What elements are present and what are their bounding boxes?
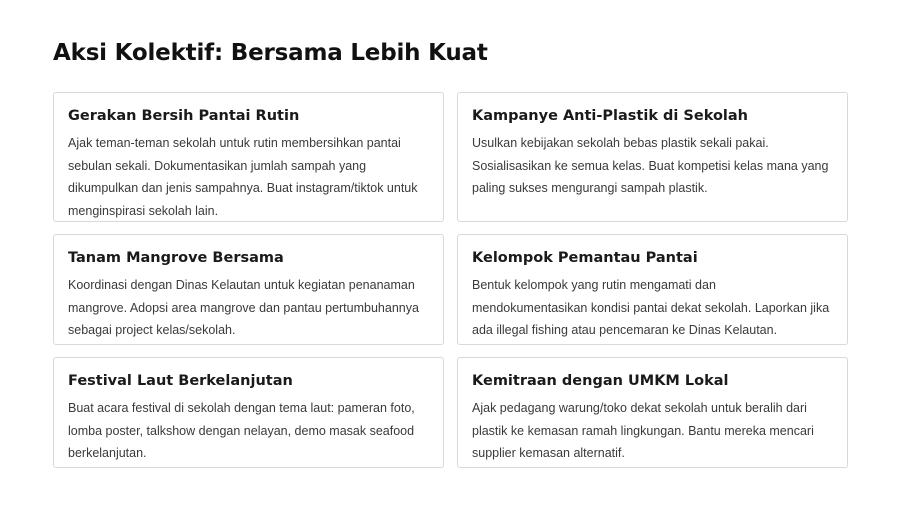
card-description: Usulkan kebijakan sekolah bebas plastik sekali pakai. Sosialisasikan ke semua kelas. Buat kompetisi kelas mana yang paling sukses mengurangi sampah plastik. xyxy=(472,136,829,195)
card-title: Festival Laut Berkelanjutan xyxy=(68,373,293,389)
card-beach-monitoring xyxy=(457,234,848,345)
card-anti-plastic-campaign xyxy=(457,92,848,222)
card-description: Ajak teman-teman sekolah untuk rutin membersihkan pantai sebulan sekali. Dokumentasikan jumlah sampah yang dikumpulkan dan jenis sampahnya. Buat instagram/tiktok untuk menginspirasi sekolah lain. xyxy=(68,136,418,218)
card-title: Kelompok Pemantau Pantai xyxy=(472,250,698,266)
card-title: Gerakan Bersih Pantai Rutin xyxy=(68,108,300,124)
card-description: Koordinasi dengan Dinas Kelautan untuk kegiatan penanaman mangrove. Adopsi area mangrove dan pantau pertumbuhannya sebagai project kelas/sekolah. xyxy=(68,278,419,337)
card-title: Kemitraan dengan UMKM Lokal xyxy=(472,373,729,389)
card-description: Bentuk kelompok yang rutin mengamati dan mendokumentasikan kondisi pantai dekat sekolah. Laporkan jika ada illegal fishing atau pencemaran ke Dinas Kelautan. xyxy=(472,278,830,337)
action-card-grid xyxy=(53,92,848,468)
card-title: Kampanye Anti-Plastik di Sekolah xyxy=(472,108,748,124)
card-description: Ajak pedagang warung/toko dekat sekolah untuk beralih dari plastik ke kemasan ramah lingkungan. Bantu mereka mencari supplier kemasan alternatif. xyxy=(472,401,814,460)
card-sea-festival xyxy=(53,357,444,468)
card-local-msme-partnership xyxy=(457,357,848,468)
card-title: Tanam Mangrove Bersama xyxy=(68,250,284,266)
card-beach-cleanup xyxy=(53,92,444,222)
card-description: Buat acara festival di sekolah dengan tema laut: pameran foto, lomba poster, talkshow dengan nelayan, demo masak seafood berkelanjutan. xyxy=(68,401,415,460)
page-title: Aksi Kolektif: Bersama Lebih Kuat xyxy=(53,40,488,66)
card-mangrove-planting xyxy=(53,234,444,345)
